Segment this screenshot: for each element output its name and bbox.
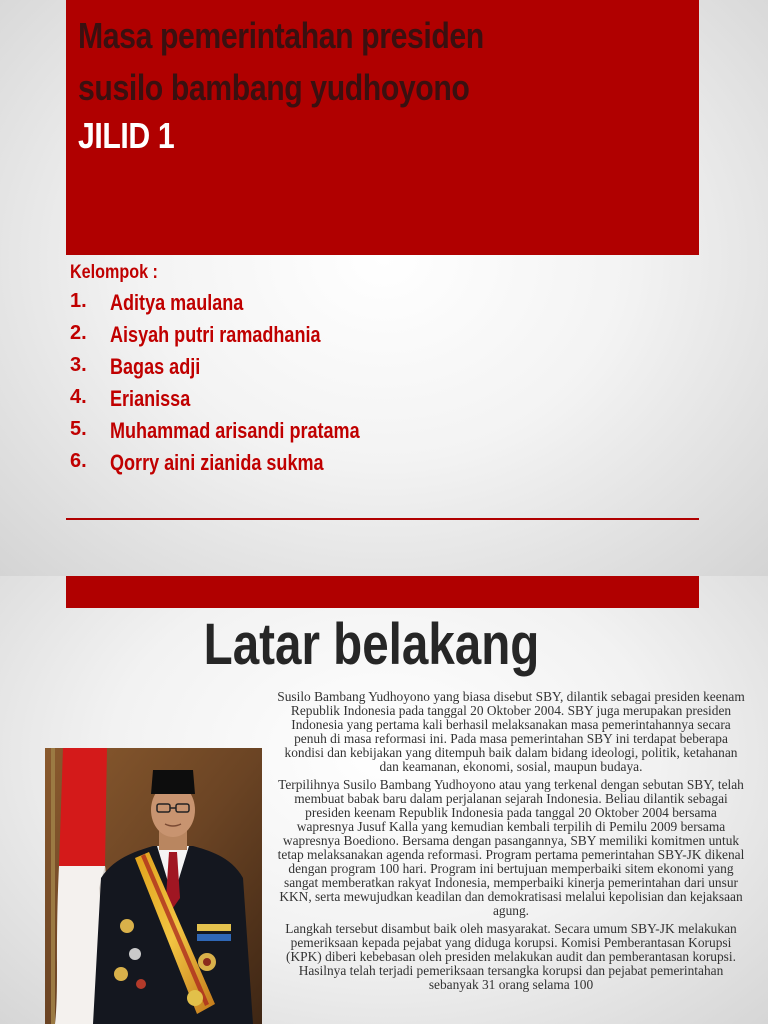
group-label: Kelompok : <box>70 262 158 283</box>
member-name: Bagas adji <box>110 354 201 379</box>
title-line-1: Masa pemerintahan presiden <box>78 15 484 56</box>
section-heading: Latar belakang <box>203 612 540 677</box>
paragraph: Langkah tersebut disambut baik oleh masyarakat. Secara umum SBY-JK melakukan pemeriksaan kepada pejabat yang diduga korupsi. Komisi Pemberantasan Korupsi (KPK) diberi kebebasan oleh presiden melakukan audit dan pemberantasan korupsi. Hasilnya telah terjadi pemeriksaan tersangka korupsi dan pejabat pemerintahan sebanyak 31 orang selama 100 <box>285 920 737 992</box>
paragraph: Susilo Bambang Yudhoyono yang biasa disebut SBY, dilantik sebagai presiden keenam Republik Indonesia pada tanggal 20 Oktober 2004. SBY juga merupakan presiden Indonesia yang pertama kali berhasil melaksanakan masa pemerintahannya secara penuh di masa reformasi ini. Pada masa pemerintahan SBY ini terdapat beberapa kondisi dan kebijakan yang ditempuh baik dalam bidang ideologi, politik, ketahanan dan keamanan, ekonomi, sosial, maupun budaya. <box>277 689 745 775</box>
member-number: 2. <box>70 322 87 344</box>
member-name: Aisyah putri ramadhania <box>110 322 321 347</box>
title-volume: JILID 1 <box>78 115 175 156</box>
title-line-2: susilo bambang yudhoyono <box>78 67 470 108</box>
background-slide <box>0 576 768 1024</box>
member-name: Erianissa <box>110 386 191 411</box>
title-banner <box>66 0 699 255</box>
body-text <box>276 690 746 995</box>
member-number: 4. <box>70 386 87 408</box>
member-name: Aditya maulana <box>110 290 244 315</box>
header-band <box>66 576 699 608</box>
president-portrait-icon <box>45 748 262 1024</box>
divider <box>66 518 699 520</box>
member-number: 1. <box>70 290 87 312</box>
member-name: Muhammad arisandi pratama <box>110 418 360 443</box>
member-number: 5. <box>70 418 87 440</box>
member-number: 3. <box>70 354 87 376</box>
member-number: 6. <box>70 450 87 472</box>
paragraph: Terpilihnya Susilo Bambang Yudhoyono atau yang terkenal dengan sebutan SBY, telah membuat babak baru dalam perjalanan sejarah Indonesia. Beliau dilantik sebagai presiden keenam Republik Indonesia pada tanggal 20 Oktober 2004 bersama wapresnya Jusuf Kalla yang kemudian kembali terpilih di Pemilu 2009 bersama wapresnya Boediono. Bersama dengan pasangannya, SBY memiliki komitmen untuk tetap melaksanakan agenda reformasi. Program pertama pemerintahan SBY-JK dikenal dengan program 100 hari. Program ini bertujuan memperbaiki sitem ekonomi yang sangat memberatkan rakyat Indonesia, memperbaiki kinerja pemerintahan dari unsur KKN, serta mewujudkan keadilan dan demokratisasi melalui kepolisian dan kejaksaan agung. <box>277 776 745 919</box>
member-name: Qorry aini zianida sukma <box>110 450 324 475</box>
